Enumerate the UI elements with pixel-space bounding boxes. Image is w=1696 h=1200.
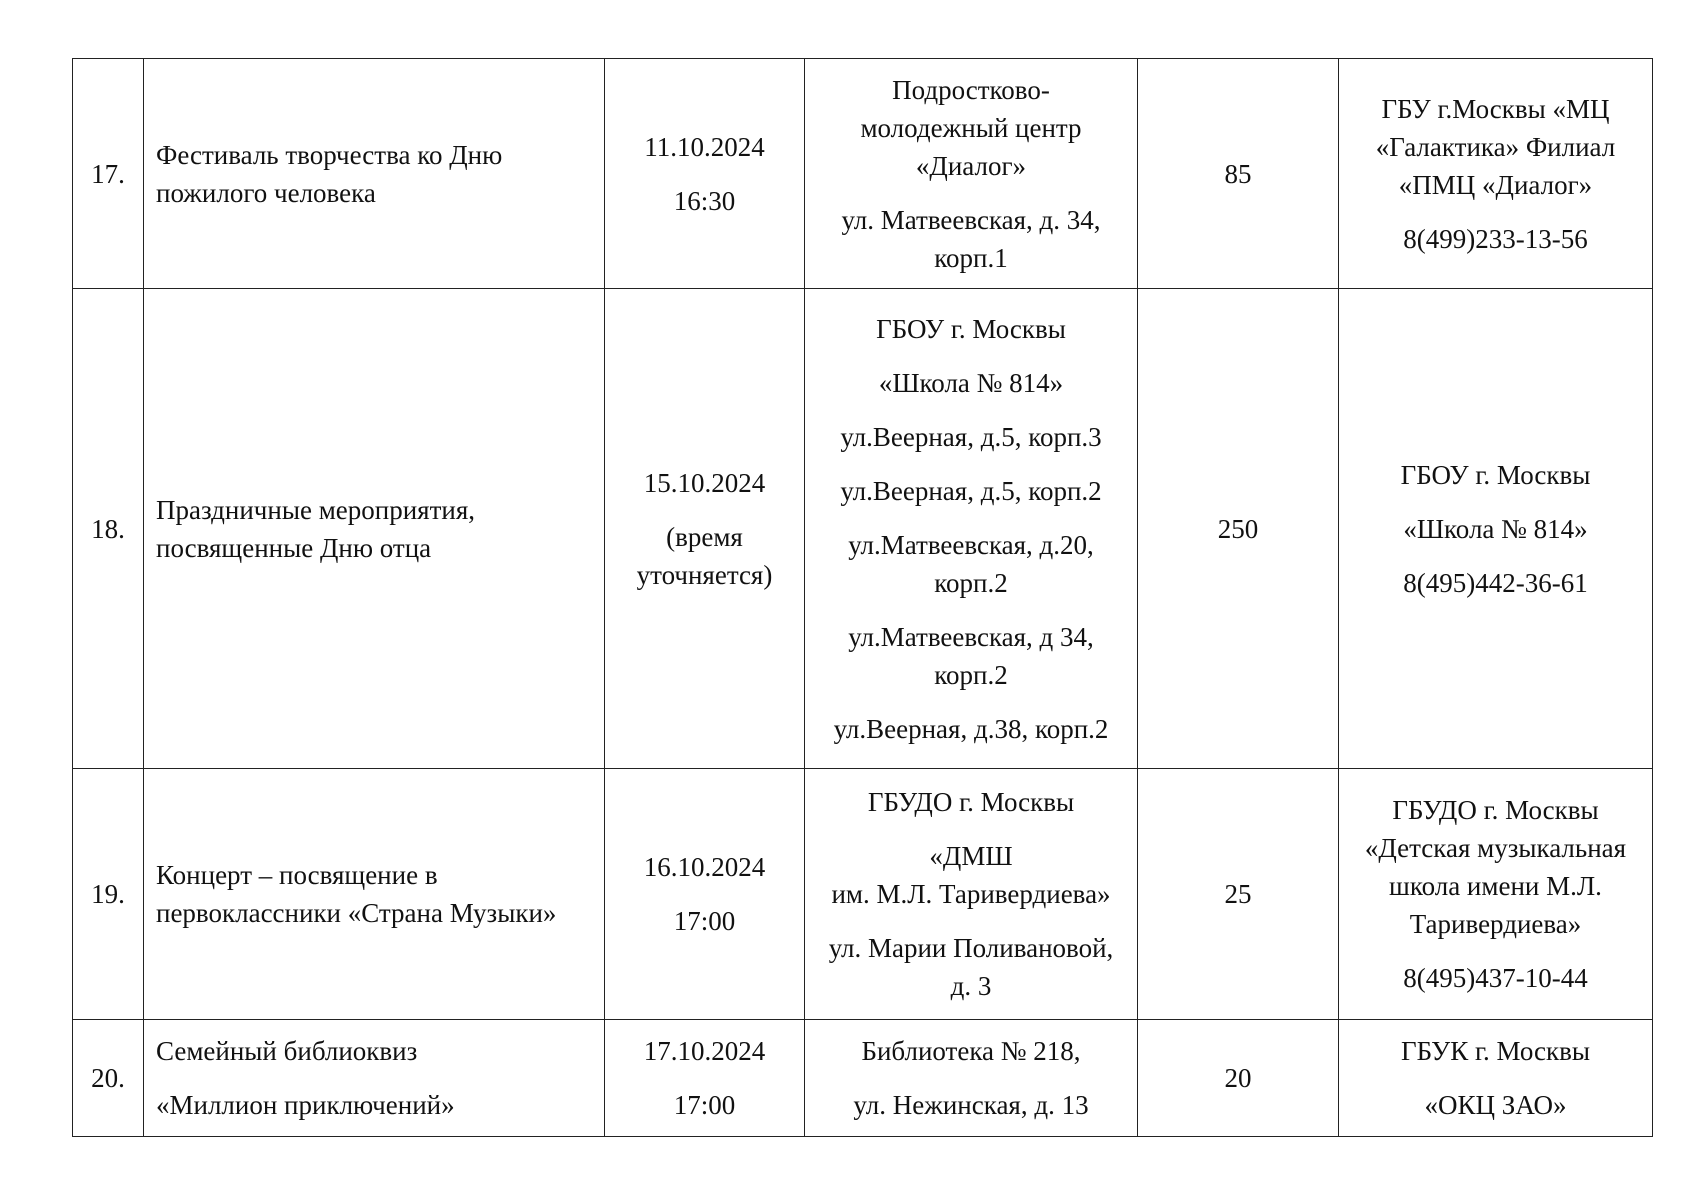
event-date-time: 17:00 <box>673 906 736 936</box>
place-line: корп.2 <box>934 567 1008 598</box>
place-paragraph <box>817 71 1125 185</box>
event-name-line: Семейный библиоквиз <box>156 1036 418 1066</box>
place-paragraph <box>817 783 1125 821</box>
place-paragraph <box>817 310 1125 348</box>
organizer-line: «ПМЦ «Диалог» <box>1398 169 1593 200</box>
organizer-line: 8(499)233-13-56 <box>1403 223 1588 254</box>
organizer-paragraph <box>1351 456 1640 494</box>
organizer-line: Таривердиева» <box>1409 909 1582 939</box>
place-line: д. 3 <box>950 971 992 1001</box>
event-date <box>605 1020 805 1137</box>
table-row <box>73 289 1653 769</box>
organizer-paragraph <box>1351 791 1640 943</box>
place-paragraph <box>817 1086 1125 1124</box>
place-line: ул. Марии Поливановой, <box>828 933 1114 963</box>
event-name-line: Праздничные мероприятия, <box>156 494 476 525</box>
place-line: ГБУДО г. Москвы <box>867 787 1075 817</box>
event-name-line: посвященные Дню отца <box>156 532 432 563</box>
event-date-time: (время уточняется) <box>636 521 773 590</box>
table-row <box>73 769 1653 1020</box>
organizer-line: 8(495)437-10-44 <box>1403 963 1588 993</box>
event-place <box>805 59 1138 289</box>
row-number: 20. <box>73 1020 144 1137</box>
place-line: им. М.Л. Таривердиева» <box>831 879 1111 909</box>
place-paragraph <box>817 710 1125 748</box>
row-number: 17. <box>73 59 144 289</box>
place-line: Подростково- <box>892 74 1050 105</box>
table-row <box>73 1020 1653 1137</box>
event-date-day: 11.10.2024 <box>644 131 765 162</box>
place-paragraph <box>817 929 1125 1005</box>
event-name <box>144 1020 605 1137</box>
place-line: Библиотека № 218, <box>861 1036 1081 1066</box>
event-date-time: 17:00 <box>673 1090 736 1120</box>
organizer-line: ГБОУ г. Москвы <box>1400 459 1591 490</box>
place-line: ГБОУ г. Москвы <box>876 313 1066 344</box>
event-date <box>605 769 805 1020</box>
event-name-line: Концерт – посвящение в <box>156 860 438 890</box>
organizer-paragraph <box>1351 90 1640 204</box>
organizer-line: 8(495)442-36-61 <box>1403 567 1588 598</box>
organizer <box>1339 769 1653 1020</box>
participant-count: 250 <box>1138 289 1339 769</box>
participant-count: 85 <box>1138 59 1339 289</box>
event-date-time: 16:30 <box>673 185 736 216</box>
place-line: ул. Нежинская, д. 13 <box>853 1090 1089 1120</box>
participant-count: 25 <box>1138 769 1339 1020</box>
organizer-line: ГБУК г. Москвы <box>1400 1036 1591 1066</box>
place-paragraph <box>817 526 1125 602</box>
event-date-day: 15.10.2024 <box>643 467 766 498</box>
place-line: ул.Веерная, д.5, корп.2 <box>840 475 1102 506</box>
event-date <box>605 59 805 289</box>
row-number: 19. <box>73 769 144 1020</box>
place-paragraph <box>817 1032 1125 1070</box>
organizer-phone <box>1351 564 1640 602</box>
place-paragraph <box>817 618 1125 694</box>
event-date <box>605 289 805 769</box>
document-page <box>72 58 1652 1137</box>
place-line: ул.Веерная, д.38, корп.2 <box>833 713 1109 744</box>
participant-count: 20 <box>1138 1020 1339 1137</box>
event-name <box>144 59 605 289</box>
place-line: ул.Матвеевская, д.20, <box>848 529 1094 560</box>
place-line: корп.2 <box>934 659 1008 690</box>
organizer-phone <box>1351 220 1640 258</box>
row-number: 18. <box>73 289 144 769</box>
event-name-line: пожилого человека <box>156 177 376 208</box>
event-place <box>805 769 1138 1020</box>
event-place <box>805 289 1138 769</box>
organizer-paragraph <box>1351 510 1640 548</box>
organizer-line: «ОКЦ ЗАО» <box>1424 1090 1567 1120</box>
event-name <box>144 769 605 1020</box>
organizer <box>1339 1020 1653 1137</box>
event-name-line: первоклассники «Страна Музыки» <box>156 898 557 928</box>
place-paragraph <box>817 201 1125 277</box>
place-line: молодежный центр <box>860 112 1082 143</box>
place-line: ул.Матвеевская, д 34, <box>848 621 1094 652</box>
place-line: ул.Веерная, д.5, корп.3 <box>840 421 1102 452</box>
event-date-day: 16.10.2024 <box>643 852 766 882</box>
organizer-line: ГБУДО г. Москвы <box>1392 795 1599 825</box>
organizer-phone <box>1351 959 1640 997</box>
events-table <box>72 58 1653 1137</box>
place-paragraph <box>817 472 1125 510</box>
organizer-paragraph <box>1351 1086 1640 1124</box>
organizer <box>1339 289 1653 769</box>
organizer <box>1339 59 1653 289</box>
place-paragraph <box>817 364 1125 402</box>
organizer-line: «Галактика» Филиал <box>1375 131 1616 162</box>
event-date-day: 17.10.2024 <box>643 1036 766 1066</box>
place-line: «Диалог» <box>915 150 1027 181</box>
organizer-line: «Школа № 814» <box>1403 513 1588 544</box>
organizer-line: школа имени М.Л. <box>1389 871 1602 901</box>
place-paragraph <box>817 418 1125 456</box>
event-name-line: «Миллион приключений» <box>156 1090 455 1120</box>
place-line: ул. Матвеевская, д. 34, <box>841 204 1101 235</box>
organizer-line: «Детская музыкальная <box>1364 833 1627 863</box>
organizer-line: ГБУ г.Москвы «МЦ <box>1381 93 1610 124</box>
place-line: корп.1 <box>934 242 1008 273</box>
organizer-paragraph <box>1351 1032 1640 1070</box>
event-name-line: Фестиваль творчества ко Дню <box>156 139 503 170</box>
place-line: «Школа № 814» <box>878 367 1064 398</box>
event-place <box>805 1020 1138 1137</box>
place-paragraph <box>817 837 1125 913</box>
place-line: «ДМШ <box>929 841 1013 871</box>
event-name <box>144 289 605 769</box>
table-row <box>73 59 1653 289</box>
